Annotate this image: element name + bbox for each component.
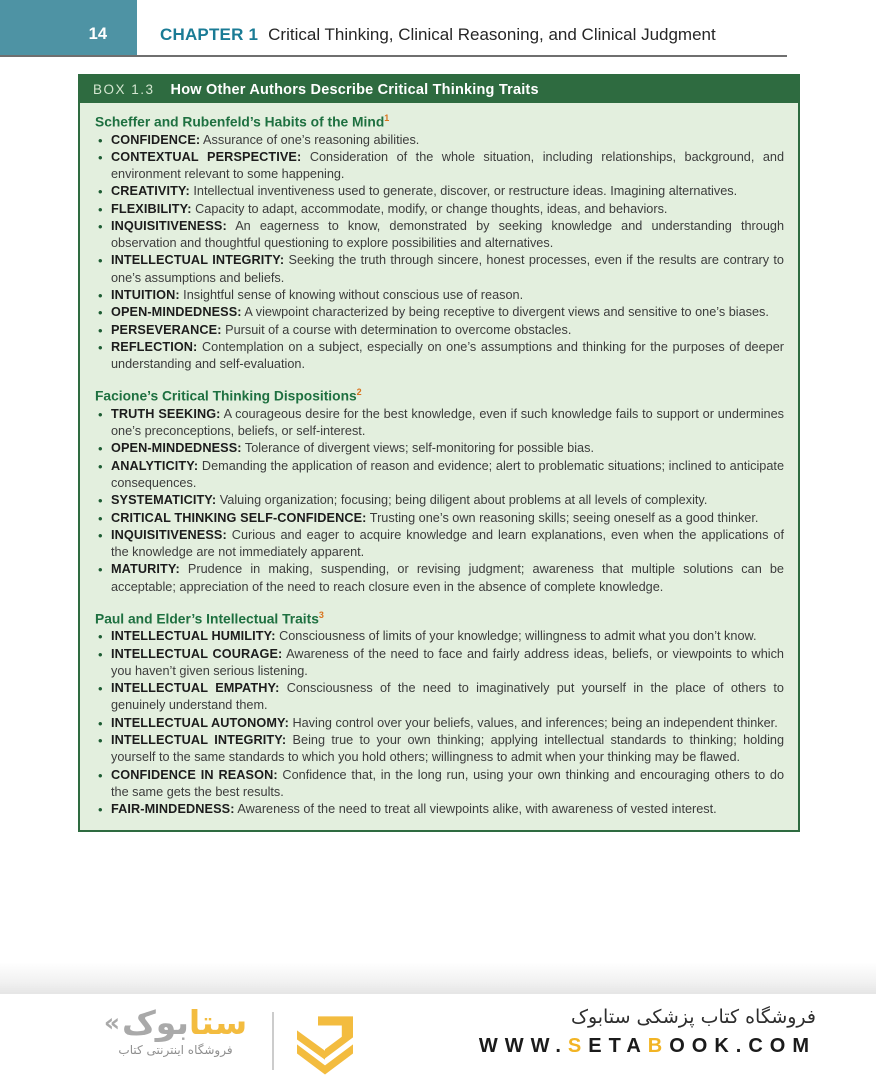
box-title: How Other Authors Describe Critical Thinking Traits [170, 81, 539, 98]
trait-term: INTELLECTUAL AUTONOMY: [111, 715, 289, 730]
website-url-segment: ETA [588, 1035, 648, 1057]
trait-definition: Capacity to adapt, accommodate, modify, or change thoughts, ideas, and behaviors. [191, 201, 668, 216]
trait-definition: Pursuit of a course with determination to overcome obstacles. [221, 322, 572, 337]
trait-item [95, 715, 784, 732]
trait-term: INTELLECTUAL COURAGE: [111, 646, 283, 661]
trait-item [95, 510, 784, 527]
trait-definition: Curious and eager to acquire knowledge and learn explanations, even when the applications of the knowledge are not immediately apparent. [111, 527, 784, 560]
box-body [80, 103, 798, 830]
trait-definition: A viewpoint characterized by being receptive to divergent views and sensitive to one’s biases. [241, 305, 769, 320]
trait-item [95, 628, 784, 645]
trait-term: CRITICAL THINKING SELF-CONFIDENCE: [111, 510, 367, 525]
reference-superscript: 1 [384, 113, 390, 123]
trait-term: PERSEVERANCE: [111, 322, 222, 337]
trait-definition: Prudence in making, suspending, or revising judgment; awareness that multiple solutions can be acceptable; appreciation of the need to reach closure even in the absence of complete knowledge. [111, 562, 784, 594]
setabook-chevron-emblem-icon [284, 1008, 366, 1078]
trait-item [95, 732, 784, 767]
trait-term: INTELLECTUAL EMPATHY: [111, 681, 280, 696]
trait-term: OPEN-MINDEDNESS: [111, 441, 242, 456]
trait-item [95, 287, 784, 304]
trait-item [95, 458, 784, 493]
website-url-segment: WWW. [478, 1035, 568, 1057]
trait-term: CONTEXTUAL PERSPECTIVE: [111, 149, 302, 164]
trait-definition: Demanding the application of reason and evidence; alert to problematic situations; inclined to anticipate consequences. [111, 458, 784, 490]
logo-divider [272, 1012, 274, 1070]
trait-item [95, 680, 784, 715]
trait-definition: Consciousness of limits of your knowledge; willingness to admit what you don’t know. [275, 629, 757, 644]
trait-list [95, 406, 784, 596]
box-label: BOX 1.3 [93, 82, 155, 97]
trait-definition: Having control over your beliefs, values, and inferences; being an independent thinker. [288, 715, 778, 730]
trait-definition: An eagerness to know, demonstrated by seeking knowledge and understanding through observation and thoughtful questioning to explore possibilities and alternatives. [111, 218, 784, 251]
trait-term: CONFIDENCE: [111, 132, 201, 147]
trait-term: ANALYTICITY: [111, 458, 199, 473]
trait-definition: A courageous desire for the best knowledge, even if such knowledge fails to support or undermines one’s preconceptions, beliefs, or self-interest. [111, 406, 784, 439]
header-rule [0, 55, 787, 57]
trait-term: FAIR-MINDEDNESS: [111, 802, 235, 817]
page-number: 14 [88, 25, 107, 43]
website-url-segment: S [567, 1035, 589, 1057]
trait-item [95, 252, 784, 287]
website-url-segment: B [647, 1035, 670, 1057]
box-header [80, 76, 798, 103]
trait-term: TRUTH SEEKING: [111, 406, 221, 421]
reference-superscript: 2 [356, 387, 362, 398]
trait-definition: Seeking the truth through sincere, honest processes, even if the results are contrary to one’s assumptions and beliefs. [111, 253, 784, 285]
trait-definition: Trusting one’s own reasoning skills; seeing oneself as a good thinker. [366, 510, 759, 525]
footer [0, 1000, 876, 1080]
trait-term: CREATIVITY: [111, 184, 190, 199]
chapter-title: Critical Thinking, Clinical Reasoning, and Clinical Judgment [268, 24, 716, 44]
trait-term: FLEXIBILITY: [111, 201, 192, 216]
trait-item [95, 339, 784, 374]
logo-subtitle: فروشگاه اینترنتی کتاب [118, 1043, 233, 1057]
trait-definition: Assurance of one’s reasoning abilities. [200, 132, 420, 147]
trait-definition: Consideration of the whole situation, including relationships, background, and environment relevant to some happening. [111, 149, 785, 182]
trait-item [95, 149, 784, 184]
reference-superscript: 3 [318, 609, 324, 620]
trait-definition: Insightful sense of knowing without conscious use of reason. [179, 287, 524, 302]
page-number-block [0, 0, 137, 55]
trait-item [95, 201, 784, 218]
trait-item [95, 561, 784, 596]
double-chevron-icon: « [103, 1008, 120, 1037]
trait-list [95, 628, 784, 818]
trait-item [95, 218, 784, 253]
trait-definition: Awareness of the need to treat all viewpoints alike, with awareness of vested interest. [234, 802, 717, 817]
trait-item [95, 767, 784, 802]
trait-term: INQUISITIVENESS: [111, 527, 227, 542]
trait-term: INTELLECTUAL INTEGRITY: [111, 733, 287, 748]
trait-definition: Intellectual inventiveness used to generate, discover, or restructure ideas. Imagining alternatives. [189, 184, 738, 199]
section-heading: Paul and Elder’s Intellectual Traits$^3$ [95, 609, 324, 627]
page-bottom-shadow [0, 962, 876, 994]
trait-term: SYSTEMATICITY: [111, 493, 217, 508]
trait-item [95, 132, 784, 149]
trait-item [95, 646, 784, 681]
trait-term: MATURITY: [111, 562, 180, 577]
trait-item [95, 406, 784, 441]
trait-item [95, 304, 784, 321]
setabook-wordmark [88, 1003, 263, 1042]
trait-definition: Consciousness of the need to imaginatively put yourself in the place of others to genuinely understand them. [111, 681, 784, 713]
wordmark-yellow-part: ستا [188, 1003, 248, 1042]
trait-term: INTELLECTUAL HUMILITY: [111, 629, 276, 644]
trait-term: REFLECTION: [111, 339, 198, 354]
trait-definition: Awareness of the need to face and fairly address ideas, beliefs, or viewpoints to which you haven’t given serious listening. [111, 646, 784, 678]
footer-right [479, 1006, 816, 1058]
trait-term: INTELLECTUAL INTEGRITY: [111, 253, 285, 268]
trait-definition: Confidence that, in the long run, using your own thinking and encouraging others to do the same gets the best results. [111, 767, 785, 799]
wordmark-gray-part: بوک [121, 1003, 189, 1042]
website-url-segment: OOK.COM [669, 1035, 816, 1057]
store-name-persian: فروشگاه کتاب پزشکی ستابوک [570, 1006, 816, 1028]
section-heading: Scheffer and Rubenfeld’s Habits of the Mind$^1$ [95, 113, 390, 130]
trait-item [95, 322, 784, 339]
trait-item [95, 527, 784, 562]
website-url [479, 1035, 816, 1058]
setabook-logo [88, 1003, 263, 1057]
trait-term: INTUITION: [111, 287, 180, 302]
trait-item [95, 183, 784, 200]
trait-definition: Valuing organization; focusing; being diligent about problems at all levels of complexity. [216, 493, 708, 508]
trait-definition: Contemplation on a subject, especially on one’s assumptions and thinking for the purposes of deeper understanding and self-evaluation. [111, 339, 784, 372]
chapter-label: CHAPTER 1 [160, 24, 259, 44]
trait-definition: Being true to your own thinking; applying intellectual standards to thinking; holding yourself to the same standards to which you hold others; willingness to admit when your thinking may be flawed. [111, 733, 785, 765]
box-1-3 [78, 74, 800, 832]
trait-item [95, 801, 784, 818]
running-header [160, 0, 716, 55]
trait-term: OPEN-MINDEDNESS: [111, 305, 242, 320]
trait-term: INQUISITIVENESS: [111, 218, 227, 233]
trait-item [95, 492, 784, 509]
trait-list [95, 132, 784, 374]
trait-term: CONFIDENCE IN REASON: [111, 767, 278, 782]
trait-item [95, 440, 784, 457]
section-heading: Facione’s Critical Thinking Dispositions$^2$ [95, 387, 362, 404]
trait-definition: Tolerance of divergent views; self-monitoring for possible bias. [241, 441, 594, 456]
